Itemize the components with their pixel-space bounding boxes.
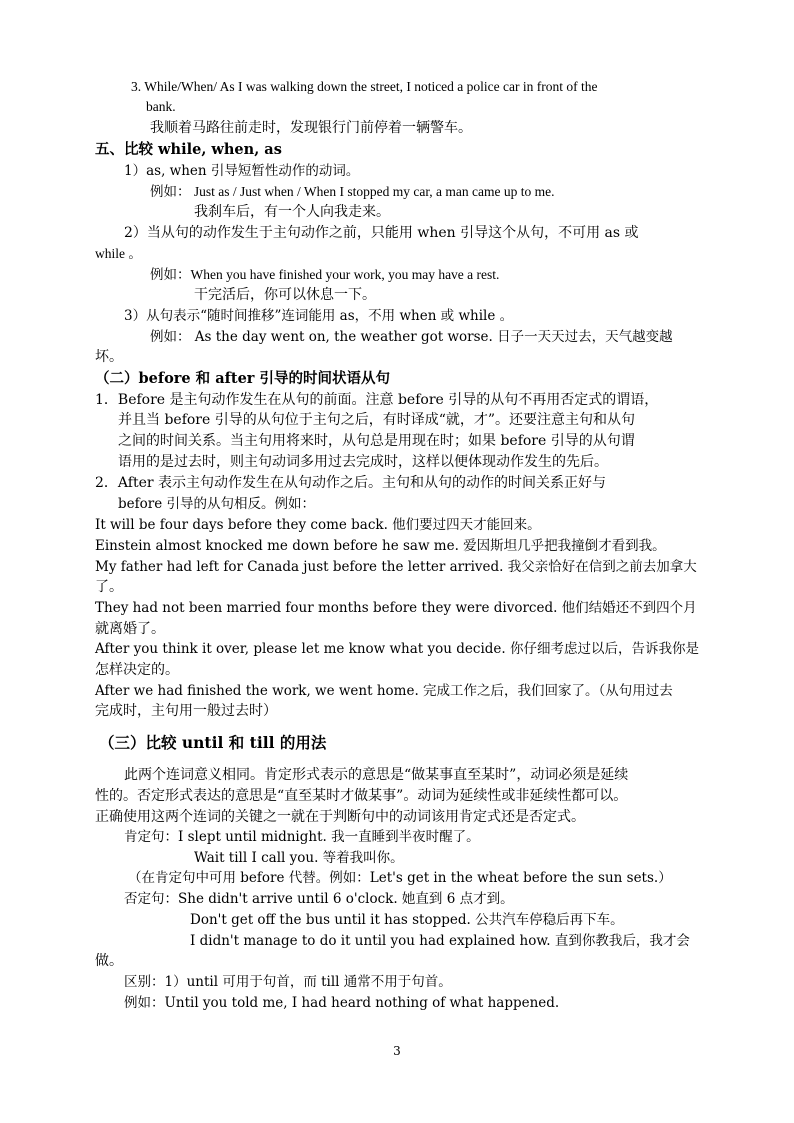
text-line: 之间的时间关系。当主句用将来时，从句总是用现在时；如果 before 引导的从句谓 xyxy=(118,433,635,449)
text-line: 完成时，主句用一般过去时） xyxy=(95,703,277,719)
text-line: It will be four days before they come back. 他们要过四天才能回来。 xyxy=(95,517,541,533)
text-line: 否定句：She didn't arrive until 6 o'clock. 她直到 6 点才到。 xyxy=(124,891,514,907)
text-line: 例如： As the day went on, the weather got worse. 日子一天天过去，天气越变越 xyxy=(150,329,673,345)
text-line: 2．After 表示主句动作发生在从句动作之后。主句和从句的动作的时间关系正好与 xyxy=(95,475,607,491)
text-line: 我刹车后，有一个人向我走来。 xyxy=(194,204,390,220)
text-line: 3. While/When/ As I was walking down the street, I noticed a police car in front of the xyxy=(131,79,598,94)
text-line: After you think it over, please let me know what you decide. 你仔细考虑过以后，告诉我你是 xyxy=(95,641,699,657)
text-line: 1）as, when 引导短暂性动作的动词。 xyxy=(124,163,360,179)
section-heading: （三）比较 until 和 till 的用法 xyxy=(99,733,327,752)
text-line: 例如：Until you told me, I had heard nothing of what happened. xyxy=(124,995,560,1011)
text-line: 干完活后，你可以休息一下。 xyxy=(194,287,376,303)
page-number: 3 xyxy=(393,1044,401,1058)
text-line: 1．Before 是主句动作发生在从句的前面。注意 before 引导的从句不再用否定式的谓语， xyxy=(95,392,659,408)
section-heading: 五、比较 while, when, as xyxy=(95,141,282,158)
text-line: Einstein almost knocked me down before he saw me. 爱因斯坦几乎把我撞倒才看到我。 xyxy=(95,538,666,554)
text-line: 例如：When you have finished your work, you may have a rest. xyxy=(150,267,500,282)
text-line: 此两个连词意义相同。肯定形式表示的意思是“做某事直至某时”，动词必须是延续 xyxy=(124,767,629,783)
text-line: 2）当从句的动作发生于主句动作之前，只能用 when 引导这个从句，不可用 as 或 xyxy=(124,225,639,241)
text-line: My father had left for Canada just before the letter arrived. 我父亲恰好在信到之前去加拿大 xyxy=(95,559,697,575)
text-line: Wait till I call you. 等着我叫你。 xyxy=(194,850,404,866)
text-line: 做。 xyxy=(95,953,123,969)
text-line: 语用的是过去时，则主句动词多用过去完成时，这样以便体现动作发生的先后。 xyxy=(118,454,608,470)
text-line: 区别：1）until 可用于句首，而 till 通常不用于句首。 xyxy=(124,974,452,990)
text-line: 并且当 before 引导的从句位于主句之后，有时译成“就，才”。还要注意主句和从句 xyxy=(118,412,636,428)
text-line: 肯定句：I slept until midnight. 我一直睡到半夜时醒了。 xyxy=(124,829,480,845)
text-line: 我顺着马路往前走时，发现银行门前停着一辆警车。 xyxy=(150,120,472,136)
text-line: I didn't manage to do it until you had explained how. 直到你教我后，我才会 xyxy=(190,933,690,949)
text-line: 例如： Just as / Just when / When I stopped my car, a man came up to me. xyxy=(150,184,555,199)
text-line: 就离婚了。 xyxy=(95,621,165,637)
section-heading: （二）before 和 after 引导的时间状语从句 xyxy=(95,370,390,387)
text-line: They had not been married four months before they were divorced. 他们结婚还不到四个月 xyxy=(95,600,697,616)
text-line: After we had finished the work, we went home. 完成工作之后，我们回家了。（从句用过去 xyxy=(95,683,673,699)
text-line: 坏。 xyxy=(95,349,123,365)
text-line: bank. xyxy=(146,99,176,114)
text-line: Don't get off the bus until it has stopped. 公共汽车停稳后再下车。 xyxy=(190,912,624,928)
text-line: 正确使用这两个连词的关键之一就在于判断句中的动词该用肯定式还是否定式。 xyxy=(95,809,585,825)
text-line: 3）从句表示“随时间推移”连词能用 as，不用 when 或 while 。 xyxy=(124,308,514,324)
text-line: 怎样决定的。 xyxy=(95,662,179,678)
text-line: （在肯定句中可用 before 代替。例如：Let's get in the wheat before the sun sets.） xyxy=(128,870,672,886)
text-line: before 引导的从句相反。例如： xyxy=(118,496,315,512)
text-line: 性的。否定形式表达的意思是“直至某时才做某事”。动词为延续性或非延续性都可以。 xyxy=(95,788,628,804)
text-line: while 。 xyxy=(95,246,142,261)
text-line: 了。 xyxy=(95,579,123,595)
